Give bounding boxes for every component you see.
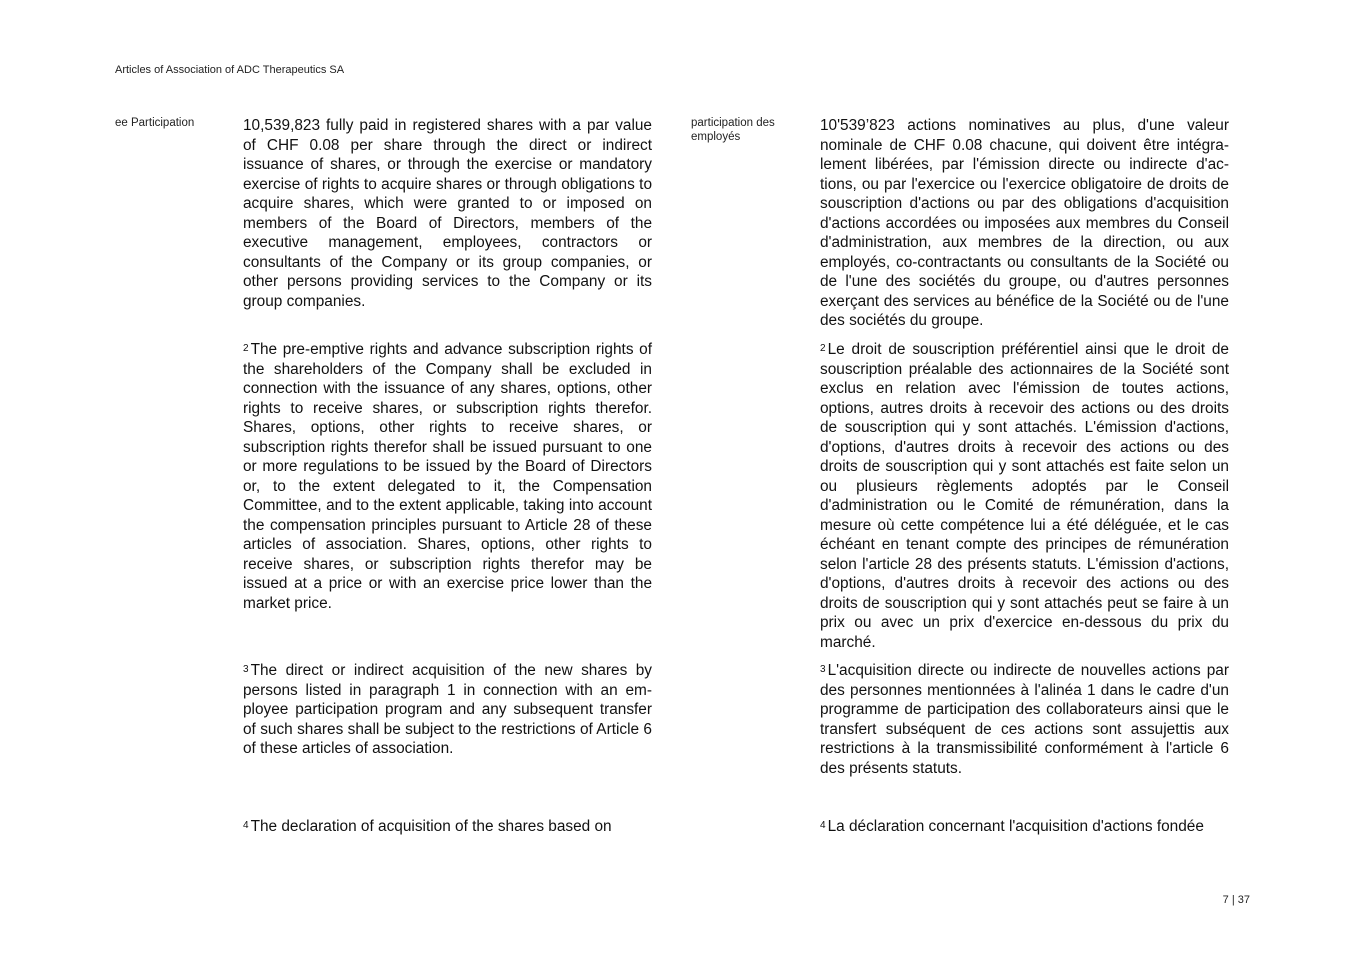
fr-p3-number: 3 (820, 664, 826, 675)
document-header: Articles of Association of ADC Therapeutics SA (115, 64, 345, 76)
fr-p2-text: Le droit de souscription préférentiel ainsi que le droit de souscription préalable des actionnaires de la Société sont exclus en relation avec l'émission de toutes actions, options, autres droits à recevoir des actions ou des droits de souscription qui y sont attachés. L'émission d'actions, d'options, d'autres droits à recevoir des actions ou des droits de souscription qui y sont attachés est faite selon un ou plusieurs règlements adoptés par le Conseil d'administration ou le Comité de rémunération, dans la mesure où cette compétence lui a été déléguée, et le cas échéant en tenant compte des principes de rémunération selon l'article 28 des présents statuts. L'émission d'actions, d'options, d'autres droits à recevoir des actions ou des droits de souscription qui y sont attachés peut se faire à un prix ou avec un prix d'exercice en-dessous du prix du marché. (820, 341, 1229, 651)
fr-paragraph-3 (820, 661, 1229, 778)
fr-p4-text: La déclaration concernant l'acquisition d'actions fondée (827, 818, 1204, 835)
page-number: 7 | 37 (1222, 894, 1250, 906)
en-p3-number: 3 (243, 664, 249, 675)
fr-p4-number: 4 (820, 820, 826, 831)
fr-paragraph-1 (820, 116, 1229, 331)
fr-paragraph-2 (820, 340, 1229, 652)
en-p1-text: 10,539,823 fully paid in registered shares with a par value of CHF 0.08 per share through the direct or indirect issuance of shares, or through the exercise or mandatory exercise of rights to acquire shares or through obligations to acquire shares, which were granted to or imposed on members of the Board of Directors, members of the executive management, employees, contractors or consultants of the Company or its group companies, or other persons providing services to the Company or its group companies. (243, 117, 652, 310)
en-p3-text: The direct or indirect acquisition of the new shares by persons listed in paragraph 1 in connection with an employee participation program and any subsequent transfer of such shares shall be subject to the restrictions of Article 6 of these articles of association. (243, 662, 652, 757)
fr-p1-text: 10'539’823 actions nominatives au plus, d'une valeur nominale de CHF 0.08 chacune, qui doivent être intégralement libérées, par l'émission directe ou indirecte d'actions, ou par l'exercice ou l'exercice obligatoire de droits de souscription d'actions ou par des obligations d'acquisition d'actions accordées ou imposées aux membres du Conseil d'administration, aux membres de la direction, ou aux employés, co-contractants ou consultants de la Société ou de l'une des sociétés du groupe, ou d'autres personnes exerçant des services au bénéfice de la Société ou de l'une des sociétés du groupe. (820, 117, 1229, 329)
en-p2-text: The pre-emptive rights and advance subscription rights of the shareholders of the Company shall be excluded in connection with the issuance of any shares, options, other rights to receive shares, or subscription rights therefor. Shares, options, other rights to receive shares, or subscription rights therefor shall be issued pursuant to one or more regulations to be issued by the Board of Directors or, to the extent delegated to it, the Compensation Committee, and to the extent applicable, taking into account the compensation principles pursuant to Article 28 of these articles of association. Shares, options, other rights to receive shares, or subscription rights therefor may be issued at a price or with an exercise price lower than the market price. (243, 341, 652, 612)
fr-p2-number: 2 (820, 343, 826, 354)
en-p4-text: The declaration of acquisition of the shares based on (250, 818, 612, 835)
en-paragraph-4 (243, 817, 652, 837)
en-paragraph-2 (243, 340, 652, 613)
en-paragraph-3 (243, 661, 652, 759)
en-paragraph-1 (243, 116, 652, 311)
en-p4-number: 4 (243, 820, 249, 831)
margin-label-en: ee Participation (115, 117, 195, 129)
fr-p3-text: L'acquisition directe ou indirecte de nouvelles actions par des personnes mentionnées à l'alinéa 1 dans le cadre d'un programme de participation des collaborateurs ainsi que le transfert subséquent de ces actions sont assujettis aux restrictions à la transmissibilité conformément à l'article 6 des présents statuts. (820, 662, 1229, 777)
margin-label-fr: participation des employés (691, 117, 775, 143)
fr-paragraph-4 (820, 817, 1229, 837)
en-p2-number: 2 (243, 343, 249, 354)
